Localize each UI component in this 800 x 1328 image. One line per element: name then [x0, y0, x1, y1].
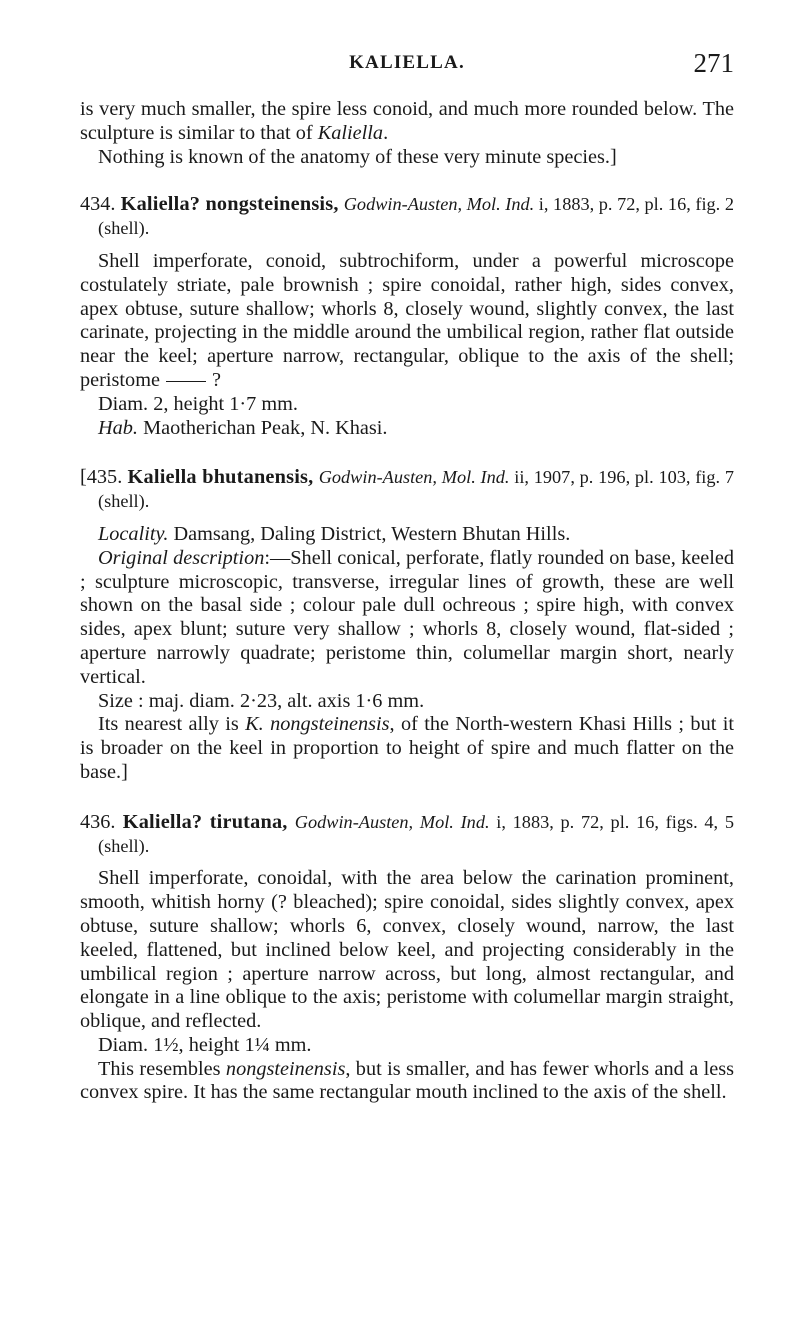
running-head	[80, 50, 734, 80]
entry-436-comparison	[80, 1058, 734, 1106]
entry-436	[80, 811, 734, 1106]
entry-434-cite-authors: Godwin-Austen, Mol. Ind.	[343, 194, 535, 215]
entry-435-size: Size : maj. diam. 2·23, alt. axis 1·6 mm.	[98, 689, 425, 712]
entry-435-locality-text: Damsang, Daling District, Western Bhutan Hills.	[168, 522, 571, 545]
entry-434-cite-rest: i, 1883, p. 72, pl. 16, fig. 2 (shell).	[98, 194, 734, 239]
entry-434-hab-label: Hab.	[98, 416, 138, 439]
dash-line	[166, 381, 206, 382]
entry-436-dimensions: Diam. 1½, height 1¼ mm.	[98, 1033, 312, 1056]
book-page	[80, 50, 734, 1105]
entry-434-habitat	[80, 417, 734, 441]
entry-435-orig-text: :—Shell conical, perforate, flatly rounded on base, keeled ; sculpture microscopic, transverse, irregular lines of growth, these are well shown on the basal side ; colour pale dull ochreous ; spire high, with convex sides, apex blunt; suture very shallow ; whorls 8, closely wound, flat-sided ; aperture narrowly quadrate; peristome thin, columellar margin short, nearly vertical.	[80, 546, 734, 688]
running-title: KALIELLA.	[349, 52, 465, 73]
intro-paragraph	[80, 98, 734, 146]
entry-436-compare-b: , but is smaller, and has fewer whorls and a less convex spire. It has the same rectangular mouth inclined to the axis of the shell.	[80, 1057, 735, 1104]
entry-436-name: Kaliella? tirutana,	[122, 810, 288, 833]
entry-434-description	[80, 250, 734, 393]
intro-text-b: .	[383, 121, 389, 144]
entry-434	[80, 193, 734, 440]
entry-435-number: 435.	[86, 466, 123, 489]
entry-435-orig-label: Original description	[98, 546, 265, 569]
page-number: 271	[693, 48, 734, 78]
entry-435-ally-a: Its nearest ally is	[98, 713, 246, 736]
entry-435-cite-authors: Godwin-Austen, Mol. Ind.	[318, 467, 510, 488]
entry-435-bracket: [	[80, 466, 87, 489]
entry-436-compare-a: This resembles	[98, 1057, 226, 1080]
entry-434-hab-text: Maotherichan Peak, N. Khasi.	[138, 416, 388, 439]
entry-435-locality	[80, 523, 734, 547]
entry-435-title	[80, 466, 734, 514]
entry-436-cite-authors: Godwin-Austen, Mol. Ind.	[294, 811, 490, 832]
entry-434-title	[80, 193, 734, 241]
entry-435-ally	[80, 713, 734, 784]
entry-434-dimensions: Diam. 2, height 1·7 mm.	[98, 392, 298, 415]
entry-435-original-description	[80, 547, 734, 690]
intro-text-a: is very much smaller, the spire less conoid, and much more rounded below. The sculpture is similar to that of	[80, 98, 734, 144]
entry-434-name: Kaliella? nongsteinensis,	[120, 193, 339, 216]
entry-436-compare-species: nongsteinensis	[225, 1057, 346, 1080]
intro-note: Nothing is known of the anatomy of these very minute species.]	[98, 145, 617, 168]
entry-435-cite-rest: ii, 1907, p. 196, pl. 103, fig. 7 (shell).	[98, 467, 735, 512]
entry-435-ally-b: , of the North-western Khasi Hills ; but it is broader on the keel in proportion to height of spire and much flatter on the base.]	[80, 713, 734, 783]
entry-434-number: 434.	[80, 193, 116, 216]
entry-435	[80, 466, 734, 784]
entry-435-locality-label: Locality.	[98, 522, 169, 545]
intro-genus: Kaliella	[317, 121, 384, 144]
entry-436-cite-rest: i, 1883, p. 72, pl. 16, figs. 4, 5 (shell).	[98, 811, 734, 856]
entry-435-ally-species: K. nongsteinensis	[245, 713, 390, 736]
entry-436-description: Shell imperforate, conoidal, with the area below the carination prominent, smooth, whitish horny (? bleached); spire conoidal, sides slightly convex, apex obtuse, suture shallow; whorls 6, convex, closely wound, narrow, the last keeled, flattened, but inclined below keel, and projecting considerably in the umbilical region ; aperture narrow across, but long, almost rectangular, and elongate in a line oblique to the axis; peristome with columellar margin straight, oblique, and reflected.	[80, 867, 734, 1033]
entry-435-name: Kaliella bhutanensis,	[127, 466, 314, 489]
entry-434-description-text: Shell imperforate, conoid, subtrochiform, under a powerful microscope costulately striate, pale brownish ; spire conoidal, rather high, sides convex, apex obtuse, suture shallow; whorls 8, closely wound, slightly convex, the last carinate, projecting in the middle around the umbilical region, rather flat outside near the keel; aperture narrow, rectangular, oblique to the axis of the shell; peristome	[80, 249, 734, 391]
entry-436-number: 436.	[80, 810, 116, 833]
entry-434-peristome-end: ?	[211, 368, 221, 391]
entry-436-title	[80, 811, 734, 859]
